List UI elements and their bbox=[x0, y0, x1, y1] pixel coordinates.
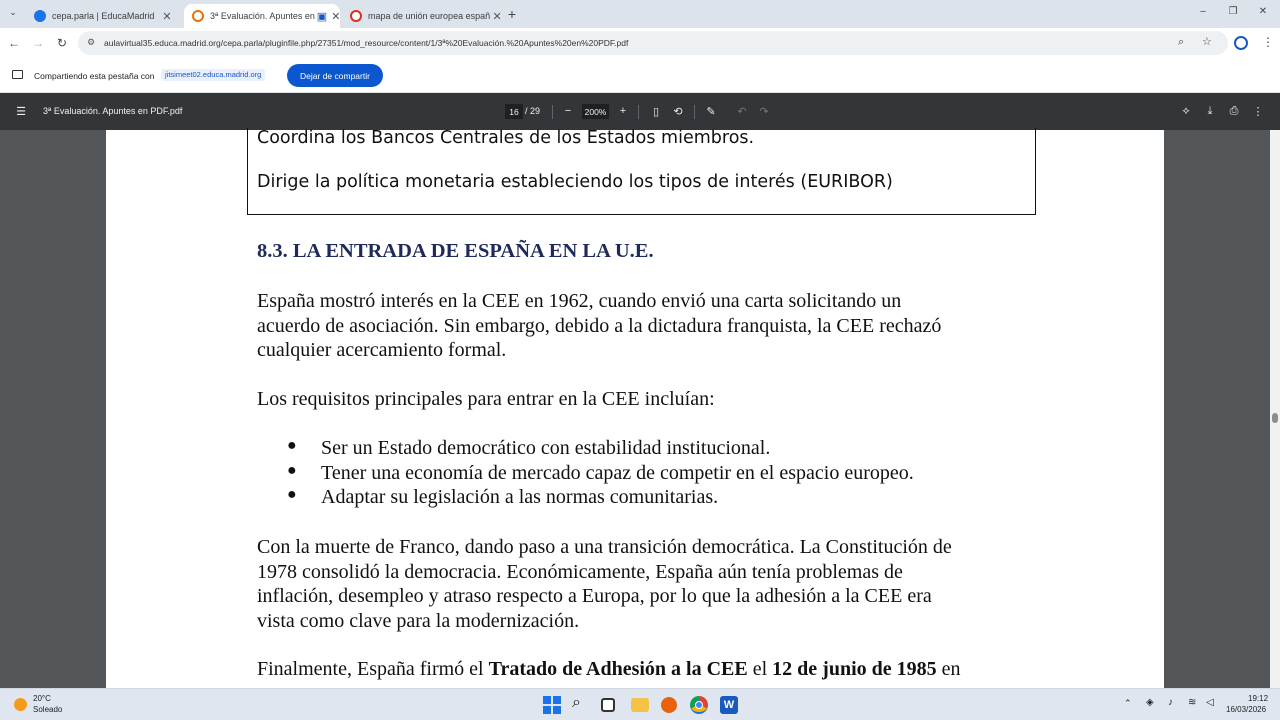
tab-sharing-bar bbox=[0, 58, 1280, 93]
treaty-text: Finalmente, España firmó el bbox=[257, 658, 489, 680]
task-view-icon[interactable] bbox=[601, 698, 615, 712]
redo-icon[interactable]: ↷ bbox=[759, 105, 769, 118]
bullet-dot: ● bbox=[287, 486, 297, 503]
bookmark-star-icon[interactable]: ☆ bbox=[1202, 36, 1212, 48]
toolbar-divider bbox=[552, 105, 553, 119]
pdf-toolbar bbox=[0, 93, 1280, 130]
navigation-bar bbox=[0, 28, 1280, 58]
clock-date[interactable]: 16/03/2026 bbox=[1226, 705, 1267, 714]
screen-share-icon bbox=[12, 70, 23, 79]
bullet-item: Tener una economía de mercado capaz de competir en el espacio europeo. bbox=[321, 462, 914, 484]
bullet-item: Ser un Estado democrático con estabilidad institucional. bbox=[321, 437, 771, 459]
box-line-2: Dirige la política monetaria estableciendo los tipos de interés (EURIBOR) bbox=[257, 172, 893, 192]
treaty-name: Tratado de Adhesión a la CEE bbox=[488, 658, 748, 680]
treaty-date: 12 de junio de 1985 bbox=[772, 658, 937, 680]
address-bar[interactable] bbox=[78, 31, 1228, 55]
moodle-favicon-icon bbox=[192, 10, 204, 22]
stop-sharing-button[interactable]: Dejar de compartir bbox=[287, 64, 383, 87]
sharing-indicator-icon: ▣ bbox=[316, 10, 328, 23]
zoom-icon[interactable]: ⌕ bbox=[1178, 36, 1185, 48]
windows-taskbar bbox=[0, 688, 1280, 720]
rotate-icon[interactable]: ⟲ bbox=[673, 105, 683, 118]
clock-time[interactable]: 19:12 bbox=[1248, 694, 1269, 703]
zoom-level-input[interactable]: 200% bbox=[582, 104, 609, 119]
minimize-icon[interactable]: – bbox=[1200, 6, 1206, 17]
microphone-icon[interactable]: ♪ bbox=[1168, 697, 1173, 708]
weather-sun-icon[interactable] bbox=[14, 698, 27, 711]
paragraph-line: acuerdo de asociación. Sin embargo, debido a la dictadura franquista, la CEE rechazó bbox=[257, 314, 942, 337]
section-heading: 8.3. LA ENTRADA DE ESPAÑA EN LA U.E. bbox=[257, 240, 654, 262]
restore-icon[interactable]: ❐ bbox=[1228, 6, 1238, 17]
start-windows-icon[interactable] bbox=[543, 696, 561, 714]
paragraph-transition bbox=[257, 535, 952, 633]
pdf-viewer[interactable] bbox=[0, 130, 1280, 688]
paragraph-interest bbox=[257, 289, 941, 363]
tab-label: 3ª Evaluación. Apuntes en bbox=[210, 11, 315, 21]
show-hidden-icons-icon[interactable]: ⌃ bbox=[1124, 698, 1132, 708]
bullet-dot: ● bbox=[287, 462, 297, 479]
paragraph-requirements: Los requisitos principales para entrar en la CEE incluían: bbox=[257, 388, 715, 410]
download-icon[interactable]: ⤓ bbox=[1207, 104, 1213, 117]
tab-mapa[interactable] bbox=[342, 4, 502, 28]
tab-pdf[interactable] bbox=[184, 4, 340, 28]
chrome-icon[interactable] bbox=[690, 696, 708, 714]
back-icon[interactable]: ← bbox=[8, 36, 20, 50]
toolbar-divider bbox=[694, 105, 695, 119]
firefox-icon[interactable] bbox=[661, 697, 677, 713]
tab-label: mapa de unión europea españ bbox=[368, 11, 491, 21]
profile-avatar[interactable] bbox=[1234, 36, 1248, 50]
zoom-in-icon[interactable]: + bbox=[619, 105, 627, 117]
paragraph-line: cualquier acercamiento formal. bbox=[257, 339, 507, 361]
toolbar-divider bbox=[638, 105, 639, 119]
network-icon[interactable]: ◈ bbox=[1146, 697, 1154, 708]
weather-desc: Soleado bbox=[33, 705, 63, 714]
file-explorer-icon[interactable] bbox=[631, 698, 649, 712]
paragraph-line: 1978 consolidó la democracia. Económicamente, España aún tenía problemas de bbox=[257, 560, 903, 583]
paragraph-line: inflación, desempleo y atraso respecto a Europa, por lo que la adhesión a la CEE era bbox=[257, 585, 932, 607]
pdf-page bbox=[106, 130, 1164, 688]
tab-strip bbox=[0, 0, 1280, 28]
close-tab-icon[interactable]: ✕ bbox=[492, 10, 502, 23]
url-text: aulavirtual35.educa.madrid.org/cepa.parla/pluginfile.php/27351/mod_resource/content/1/3ª%20Evaluación.%20Apuntes%20en%20PDF.pdf bbox=[104, 38, 629, 48]
educamadrid-favicon-icon bbox=[34, 10, 46, 22]
paragraph-line: España mostró interés en la CEE en 1962, cuando envió una carta solicitando un bbox=[257, 290, 902, 312]
vertical-scrollbar[interactable] bbox=[1270, 130, 1280, 688]
volume-icon[interactable]: ◁ bbox=[1206, 697, 1214, 708]
tab-search-icon[interactable]: ⌄ bbox=[9, 7, 17, 17]
more-actions-icon[interactable]: ⋮ bbox=[1252, 105, 1264, 118]
scrollbar-thumb[interactable] bbox=[1272, 413, 1278, 423]
wifi-icon[interactable]: ≋ bbox=[1188, 697, 1197, 708]
ai-assist-icon[interactable]: ⟡ bbox=[1182, 104, 1190, 117]
paragraph-line: vista como clave para la modernización. bbox=[257, 609, 580, 632]
site-info-icon[interactable]: ⚙ bbox=[87, 37, 96, 47]
close-window-icon[interactable]: ✕ bbox=[1258, 6, 1268, 17]
meet-host-link[interactable]: jitsimeet02.educa.madrid.org bbox=[161, 69, 265, 81]
pin-favicon-icon bbox=[350, 10, 362, 22]
paragraph-line: Con la muerte de Franco, dando paso a una transición democrática. La Constitución de bbox=[257, 536, 952, 558]
page-number-input[interactable]: 16 bbox=[505, 104, 523, 119]
page-total: / 29 bbox=[525, 106, 541, 116]
word-icon[interactable]: W bbox=[720, 696, 738, 714]
print-icon[interactable]: ⎙ bbox=[1229, 104, 1239, 117]
new-tab-icon[interactable]: + bbox=[507, 6, 517, 22]
treaty-text: el bbox=[747, 658, 773, 680]
bullet-dot: ● bbox=[287, 437, 297, 454]
sidebar-menu-icon[interactable]: ☰ bbox=[16, 105, 26, 118]
tab-label: cepa.parla | EducaMadrid bbox=[52, 11, 155, 21]
box-line-1: Coordina los Bancos Centrales de los Estados miembros. bbox=[257, 128, 755, 148]
taskbar-search-icon[interactable]: ⌕ bbox=[572, 694, 581, 711]
reload-icon[interactable]: ↻ bbox=[56, 36, 68, 50]
sharing-label: Compartiendo esta pestaña con bbox=[34, 71, 155, 81]
forward-icon[interactable]: → bbox=[32, 36, 44, 50]
treaty-text: en bbox=[936, 658, 961, 680]
weather-temp: 20°C bbox=[33, 694, 51, 703]
fit-page-icon[interactable]: ▯ bbox=[652, 105, 660, 118]
paragraph-treaty bbox=[257, 657, 961, 682]
pdf-title: 3ª Evaluación. Apuntes en PDF.pdf bbox=[43, 106, 183, 116]
draw-annotate-icon[interactable]: ✎ bbox=[706, 105, 716, 118]
browser-menu-icon[interactable]: ⋮ bbox=[1262, 35, 1274, 49]
bullet-item: Adaptar su legislación a las normas comunitarias. bbox=[321, 486, 719, 508]
tab-cepa[interactable] bbox=[26, 4, 182, 28]
undo-icon[interactable]: ↶ bbox=[737, 105, 747, 118]
close-tab-icon[interactable]: ✕ bbox=[162, 10, 172, 23]
close-tab-icon[interactable]: ✕ bbox=[331, 10, 341, 23]
zoom-out-icon[interactable]: − bbox=[564, 105, 572, 117]
